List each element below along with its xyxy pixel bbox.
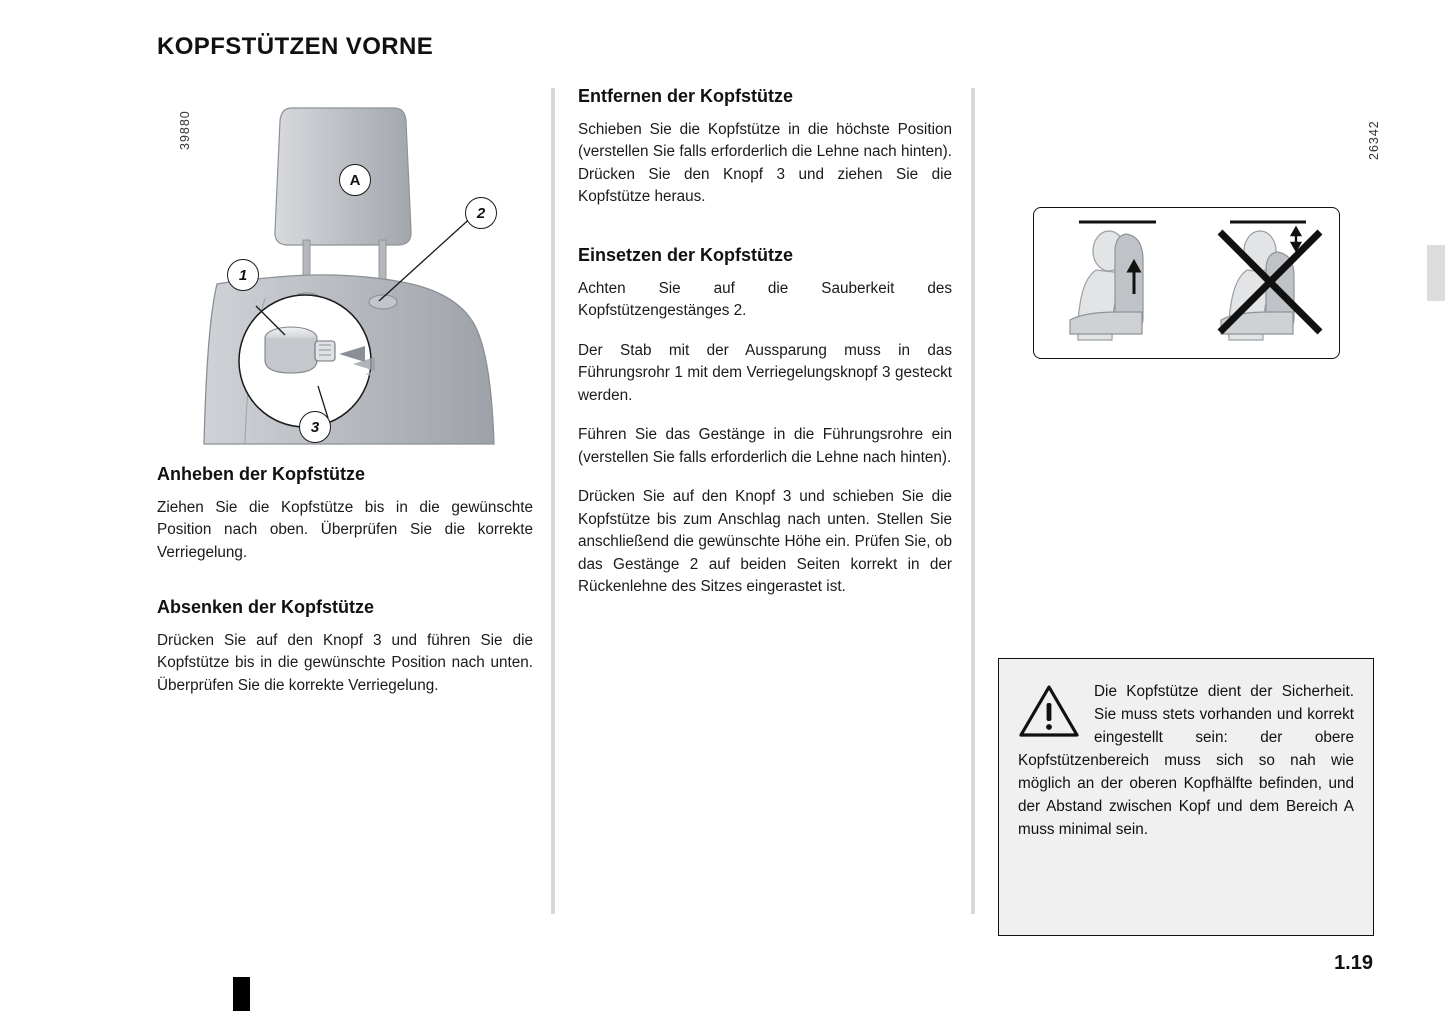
- section-heading-einsetzen: Einsetzen der Kopfstütze: [578, 244, 794, 265]
- figure-reference-left: 39880: [178, 110, 192, 150]
- column-divider: [551, 88, 555, 914]
- section-heading-entfernen: Entfernen der Kopfstütze: [578, 86, 794, 106]
- seat-diagram-drawing: [1034, 208, 1338, 357]
- headrest-drawing: [157, 86, 533, 456]
- section-paragraph-einsetzen-3: Führen Sie das Gestänge in die Führungsrohre ein (verstellen Sie falls erforderlich die Lehne nach hinten).: [578, 426, 952, 466]
- callout-a: A: [339, 164, 371, 196]
- warning-box: [998, 658, 1374, 936]
- section-heading-absenken: Absenken der Kopfstütze: [157, 597, 375, 617]
- middle-column: [578, 86, 952, 616]
- callout-1: 1: [227, 259, 259, 291]
- headrest-illustration: [157, 86, 533, 456]
- page-title: KOPFSTÜTZEN VORNE: [157, 33, 434, 60]
- callout-2: 2: [465, 197, 497, 229]
- section-paragraph-absenken: Drücken Sie auf den Knopf 3 und führen Sie die Kopfstütze bis in die gewünschte Position nach unten. Überprüfen Sie die korrekte Verriegelung.: [157, 632, 533, 694]
- figure-reference-right: 26342: [1367, 120, 1381, 160]
- section-anheben: [157, 464, 533, 581]
- seat-position-diagram: [1033, 207, 1340, 359]
- section-paragraph-entfernen-1: Schieben Sie die Kopfstütze in die höchste Position (verstellen Sie falls erforderlich die Lehne nach hinten). Drücken Sie den Knopf 3 und ziehen Sie die Kopfstütze heraus.: [578, 121, 952, 206]
- section-heading-anheben: Anheben der Kopfstütze: [157, 464, 366, 484]
- callout-3: 3: [299, 411, 331, 443]
- bottom-edge-marker: [233, 977, 250, 1011]
- section-paragraph-einsetzen-1: Achten Sie auf die Sauberkeit des Kopfstützengestänges 2.: [578, 279, 952, 320]
- section-paragraph-einsetzen-4: Drücken Sie auf den Knopf 3 und schieben Sie die Kopfstütze bis zum Anschlag nach unten. Stellen Sie anschließend die gewünschte Höhe ein. Prüfen Sie, ob das Gestänge 2 auf beiden Seiten korrekt in der Rückenlehne des Sitzes eingerastet ist.: [578, 488, 952, 596]
- page-number: 1.19: [1334, 952, 1373, 974]
- section-paragraph-einsetzen-2: Der Stab mit der Aussparung muss in das Führungsrohr 1 mit dem Verriegelungsknopf 3 gesteckt werden.: [578, 341, 952, 404]
- warning-triangle-icon: [1018, 683, 1080, 739]
- section-absenken: [157, 597, 533, 714]
- warning-text: Die Kopfstütze dient der Sicherheit. Sie muss stets vorhanden und korrekt eingestellt sein: der obere Kopfstützenbereich muss sich so nah wie möglich an der oberen Kopfhälfte befinden, und der Abstand zwischen Kopf und dem Bereich A muss minimal sein.: [1018, 683, 1354, 838]
- edge-tab-marker: [1427, 245, 1445, 301]
- section-paragraph-anheben: Ziehen Sie die Kopfstütze bis in die gewünschte Position nach oben. Überprüfen Sie die korrekte Verriegelung.: [157, 499, 533, 561]
- column-divider: [971, 88, 975, 914]
